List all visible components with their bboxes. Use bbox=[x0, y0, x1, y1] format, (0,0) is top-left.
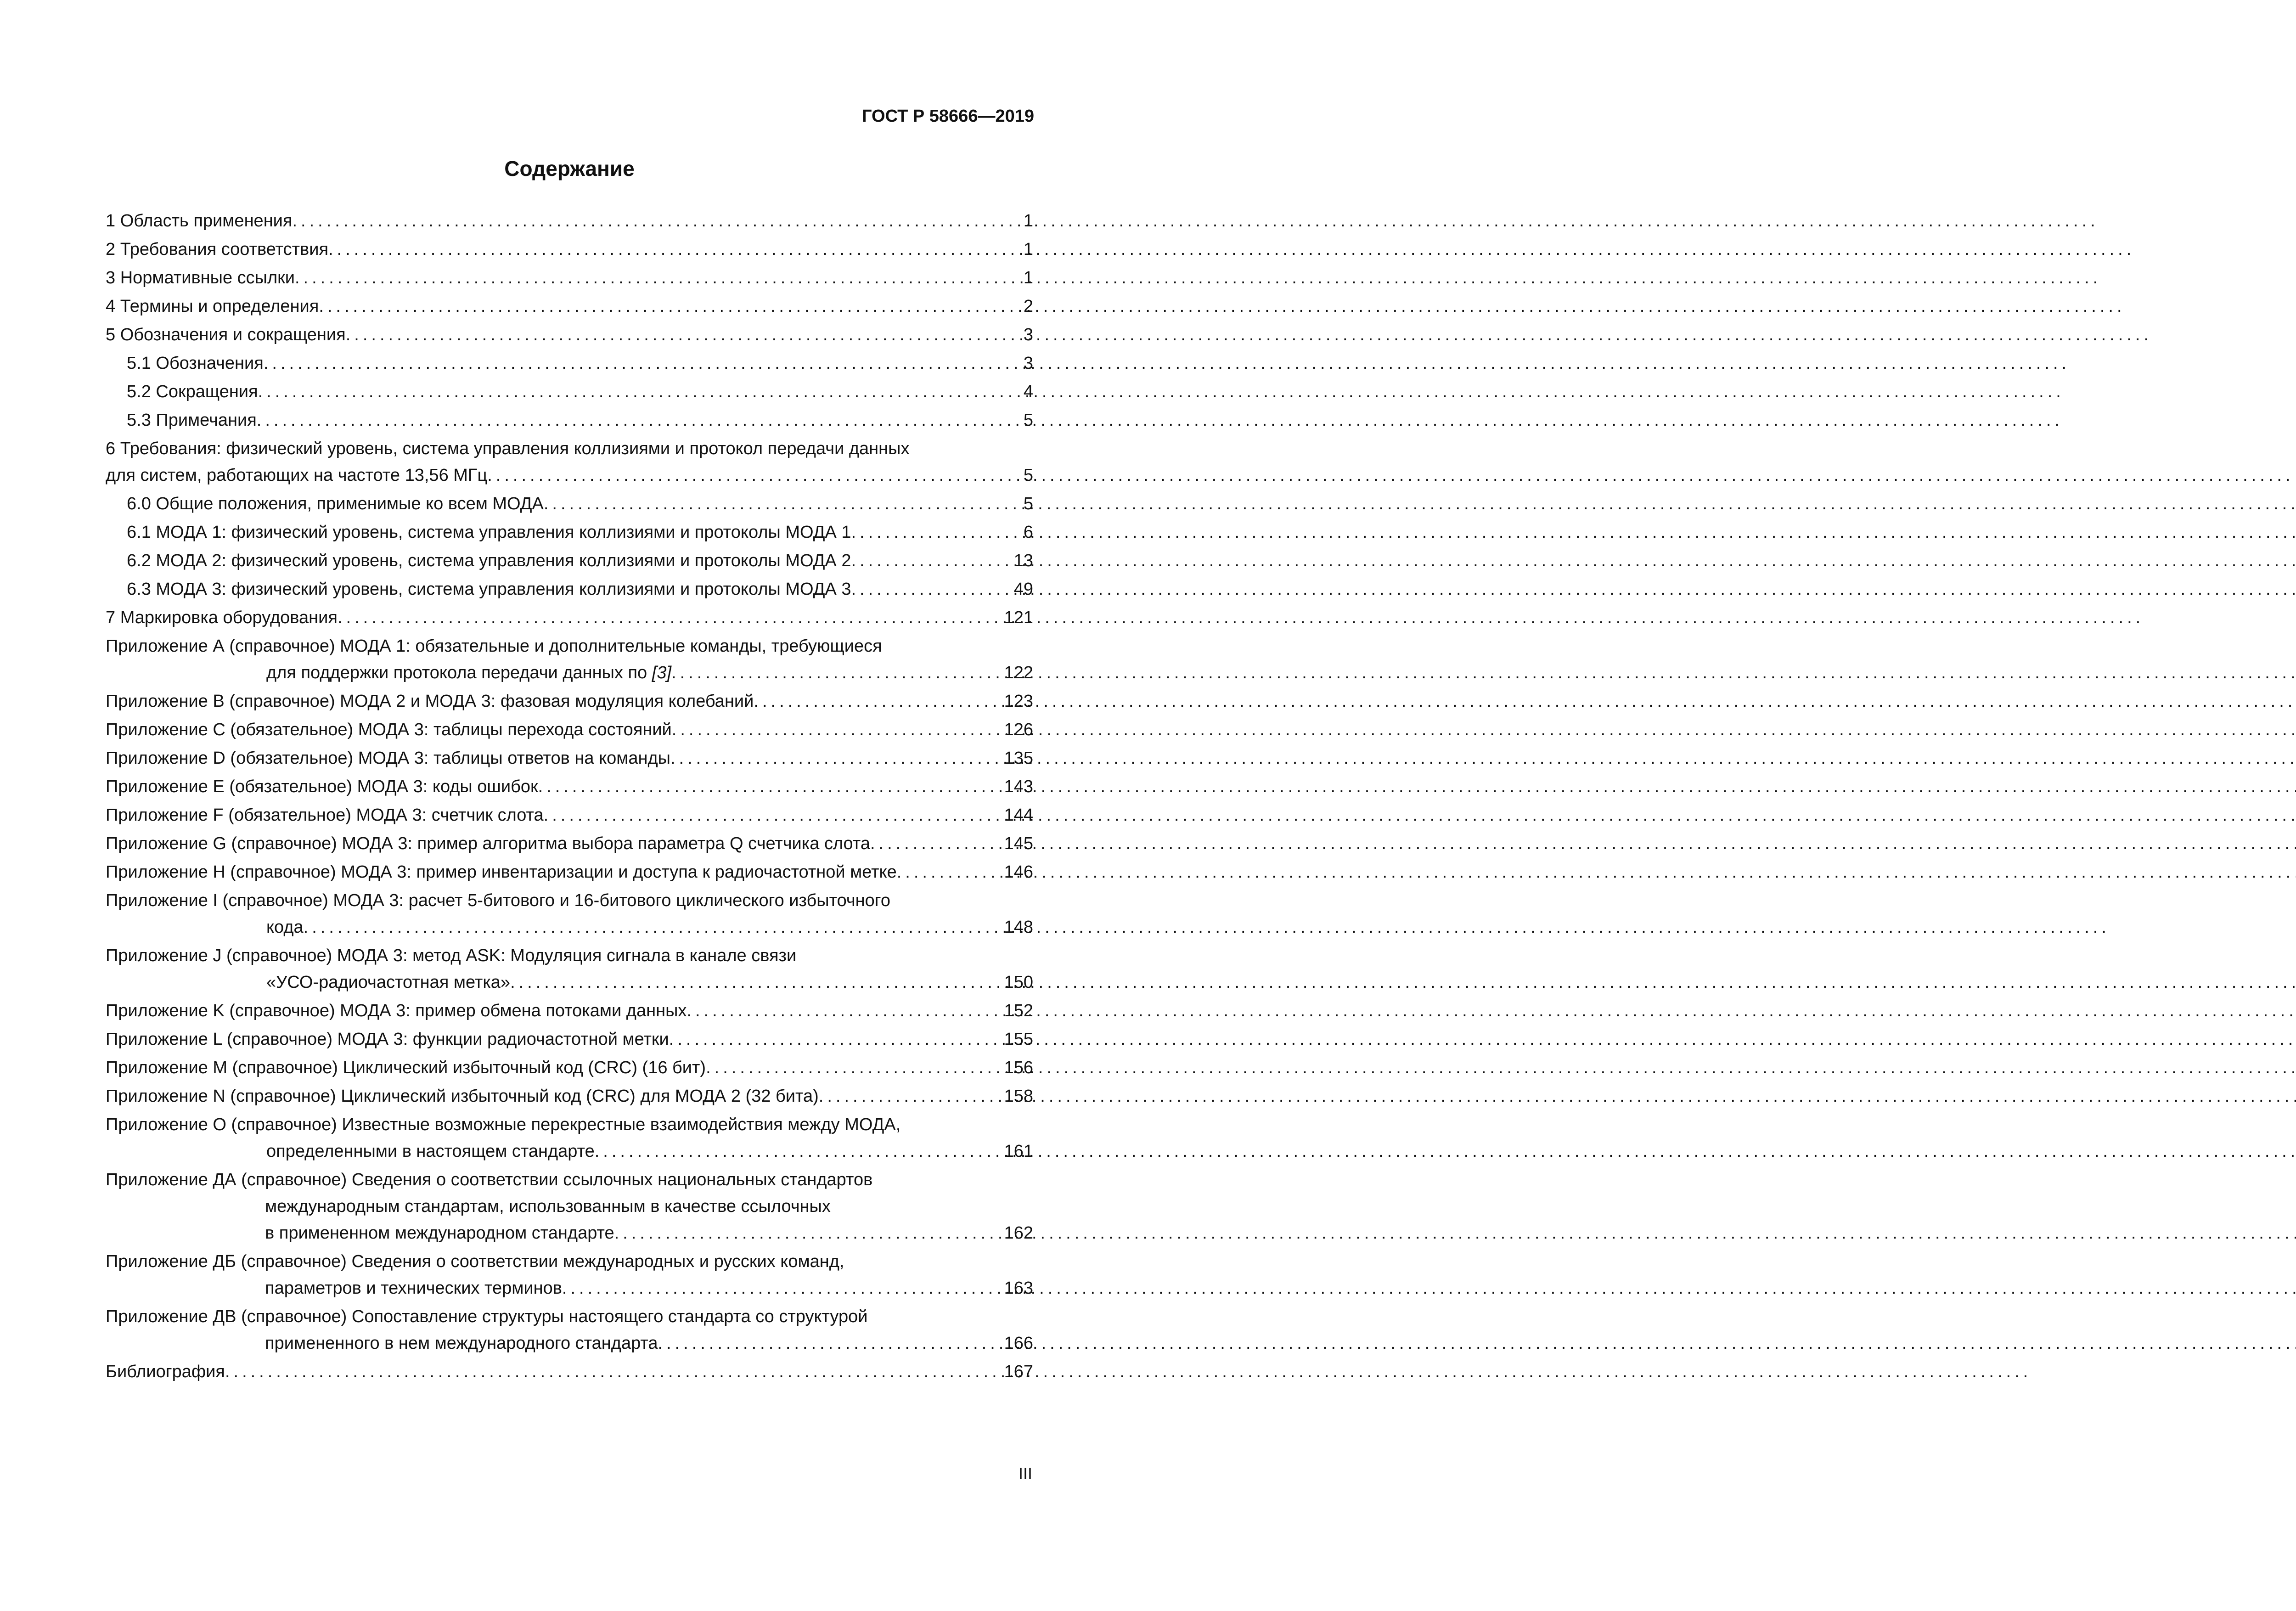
toc-entry[interactable] bbox=[106, 547, 1033, 574]
toc-entry-title-line1: Приложение О (справочное) Известные возможные перекрестные взаимодействия между МОДА, bbox=[106, 1115, 901, 1134]
toc-entry-title: для систем, работающих на частоте 13,56 МГц bbox=[106, 466, 488, 485]
toc-page-number: 156 bbox=[1004, 1058, 1033, 1077]
toc-entry[interactable] bbox=[106, 773, 1033, 800]
dot-leader bbox=[304, 914, 1004, 941]
toc-page-number: 143 bbox=[1004, 777, 1033, 796]
toc-entry-title: 6.2 МОДА 2: физический уровень, система управления коллизиями и протоколы МОДА 2 bbox=[127, 551, 851, 570]
toc-entry[interactable] bbox=[106, 321, 1033, 348]
dot-leader bbox=[754, 688, 1004, 715]
toc-entry-title: 3 Нормативные ссылки bbox=[106, 268, 295, 287]
page-number: III bbox=[1018, 1464, 1032, 1483]
toc-entry-title-line1: Приложение А (справочное) МОДА 1: обязательные и дополнительные команды, требующиеся bbox=[106, 637, 882, 656]
dot-leader bbox=[595, 1138, 1004, 1165]
toc-entry-title: Приложение G (справочное) МОДА 3: пример алгоритма выбора параметра Q счетчика слота bbox=[106, 834, 870, 853]
dot-leader bbox=[897, 859, 1004, 885]
toc-entry[interactable] bbox=[106, 435, 1033, 489]
toc-entry-title: 5.1 Обозначения bbox=[127, 354, 264, 373]
toc-page-number: 4 bbox=[1023, 382, 1033, 401]
toc-entry-title-line1: Приложение ДВ (справочное) Сопоставление структуры настоящего стандарта со структурой bbox=[106, 1307, 868, 1326]
standard-code: ГОСТ Р 58666—2019 bbox=[862, 107, 1034, 126]
toc-page-number: 126 bbox=[1004, 720, 1033, 739]
toc-entry-title: 6.3 МОДА 3: физический уровень, система управления коллизиями и протоколы МОДА 3 bbox=[127, 580, 851, 599]
toc-entry[interactable] bbox=[106, 633, 1033, 686]
toc-page-number: 3 bbox=[1023, 325, 1033, 344]
toc-page-number: 167 bbox=[1004, 1362, 1033, 1381]
dot-leader bbox=[292, 208, 1023, 234]
toc-page-number: 122 bbox=[1004, 663, 1033, 682]
toc-entry-title-line1: 6 Требования: физический уровень, система управления коллизиями и протокол передачи данных bbox=[106, 439, 910, 458]
toc-entry-title: Приложение N (справочное) Циклический избыточный код (CRC) для МОДА 2 (32 бита) bbox=[106, 1087, 819, 1106]
toc-entry[interactable] bbox=[106, 519, 1033, 546]
toc-entry-title: примененного в нем международного стандарта bbox=[265, 1334, 658, 1353]
dot-leader bbox=[328, 236, 1024, 263]
toc-entry[interactable] bbox=[106, 1111, 1033, 1165]
toc-entry[interactable] bbox=[106, 1248, 1033, 1301]
toc-page-number: 148 bbox=[1004, 918, 1033, 937]
dot-leader bbox=[510, 969, 1004, 996]
toc-entry-title: Приложение K (справочное) МОДА 3: пример обмена потоками данных bbox=[106, 1001, 687, 1020]
toc-entry-title: кода bbox=[266, 918, 304, 937]
dot-leader bbox=[257, 407, 1024, 434]
toc-entry[interactable] bbox=[106, 859, 1033, 885]
toc-entry-title-line1: Приложение ДА (справочное) Сведения о соответствии ссылочных национальных стандартов bbox=[106, 1170, 873, 1189]
toc-entry[interactable] bbox=[106, 604, 1033, 631]
toc-entry[interactable] bbox=[106, 236, 1033, 263]
toc-entry-title: 5.3 Примечания bbox=[127, 411, 257, 430]
toc-entry[interactable] bbox=[106, 350, 1033, 377]
toc-entry-title: 6.1 МОДА 1: физический уровень, система управления коллизиями и протоколы МОДА 1 bbox=[127, 523, 851, 542]
dot-leader bbox=[319, 293, 1024, 320]
toc-page-number: 5 bbox=[1023, 411, 1033, 430]
toc-entry[interactable] bbox=[106, 997, 1033, 1024]
toc-page-number: 2 bbox=[1023, 297, 1033, 316]
dot-leader bbox=[706, 1054, 1004, 1081]
toc-entry[interactable] bbox=[106, 1303, 1033, 1357]
toc-entry[interactable] bbox=[106, 378, 1033, 405]
toc-page-number: 123 bbox=[1004, 692, 1033, 711]
toc-entry-title: 5 Обозначения и сокращения bbox=[106, 325, 346, 344]
table-of-contents bbox=[106, 208, 1033, 1387]
toc-entry-title: Библиография bbox=[106, 1362, 225, 1381]
toc-entry-title: 5.2 Сокращения bbox=[127, 382, 258, 401]
dot-leader bbox=[669, 1026, 1004, 1053]
toc-entry-title: в примененном международном стандарте bbox=[265, 1223, 614, 1243]
toc-entry[interactable] bbox=[106, 490, 1033, 517]
dot-leader bbox=[544, 802, 1004, 828]
dot-leader bbox=[671, 659, 1004, 686]
toc-page-number: 155 bbox=[1004, 1030, 1033, 1049]
toc-page-number: 5 bbox=[1023, 466, 1033, 485]
toc-entry[interactable] bbox=[106, 1358, 1033, 1385]
dot-leader bbox=[672, 716, 1004, 743]
toc-page-number: 152 bbox=[1004, 1001, 1033, 1020]
toc-entry-title: 6.0 Общие положения, применимые ко всем МОДА bbox=[127, 494, 544, 513]
dot-leader bbox=[538, 773, 1004, 800]
toc-entry-title: 1 Область применения bbox=[106, 211, 293, 231]
toc-entry-title: для поддержки протокола передачи данных по [3] bbox=[266, 663, 672, 682]
toc-entry[interactable] bbox=[106, 576, 1033, 603]
toc-entry[interactable] bbox=[106, 830, 1033, 857]
toc-page-number: 49 bbox=[1013, 580, 1033, 599]
toc-page-number: 1 bbox=[1023, 268, 1033, 287]
toc-page-number: 163 bbox=[1004, 1279, 1033, 1298]
dot-leader bbox=[870, 830, 1004, 857]
toc-entry-title: Приложение Е (обязательное) МОДА 3: коды ошибок bbox=[106, 777, 538, 796]
toc-entry[interactable] bbox=[106, 942, 1033, 996]
toc-entry-title: «УСО-радиочастотная метка» bbox=[266, 973, 511, 992]
toc-entry[interactable] bbox=[106, 1083, 1033, 1110]
dot-leader bbox=[687, 997, 1004, 1024]
toc-page-number: 3 bbox=[1023, 354, 1033, 373]
toc-page-number: 1 bbox=[1023, 240, 1033, 259]
toc-entry[interactable] bbox=[106, 208, 1033, 234]
toc-page-number: 13 bbox=[1013, 551, 1033, 570]
toc-page-number: 150 bbox=[1004, 973, 1033, 992]
toc-entry[interactable] bbox=[106, 265, 1033, 291]
toc-entry-title: Приложение С (обязательное) МОДА 3: таблицы перехода состояний bbox=[106, 720, 672, 739]
dot-leader bbox=[544, 490, 1024, 517]
toc-page-number: 158 bbox=[1004, 1087, 1033, 1106]
toc-entry[interactable] bbox=[106, 802, 1033, 828]
toc-page-number: 6 bbox=[1023, 523, 1033, 542]
toc-entry-title: 4 Термины и определения bbox=[106, 297, 319, 316]
toc-entry-title: Приложение D (обязательное) МОДА 3: таблицы ответов на команды bbox=[106, 749, 670, 768]
toc-entry[interactable] bbox=[106, 688, 1033, 715]
toc-entry[interactable] bbox=[106, 407, 1033, 434]
dot-leader bbox=[338, 604, 1004, 631]
reference: [3] bbox=[652, 663, 672, 682]
toc-entry-title-line1: Приложение ДБ (справочное) Сведения о соответствии международных и русских команд, bbox=[106, 1252, 844, 1271]
toc-entry-title: Приложение Н (справочное) МОДА 3: пример инвентаризации и доступа к радиочастотной метке bbox=[106, 862, 897, 882]
dot-leader bbox=[658, 1330, 1004, 1357]
dot-leader bbox=[562, 1275, 1004, 1301]
toc-entry-title: параметров и технических терминов bbox=[265, 1279, 562, 1298]
toc-page-number: 146 bbox=[1004, 862, 1033, 882]
toc-page-number: 166 bbox=[1004, 1334, 1033, 1353]
toc-page-number: 162 bbox=[1004, 1223, 1033, 1243]
toc-entry[interactable] bbox=[106, 293, 1033, 320]
toc-entry[interactable] bbox=[106, 1054, 1033, 1081]
dot-leader bbox=[851, 519, 1023, 546]
toc-entry-title-line1: Приложение J (справочное) МОДА 3: метод ASK: Модуляция сигнала в канале связи bbox=[106, 946, 797, 965]
toc-page-number: 144 bbox=[1004, 806, 1033, 825]
toc-entry[interactable] bbox=[106, 1166, 1033, 1246]
toc-entry-title: Приложение В (справочное) МОДА 2 и МОДА 3: фазовая модуляция колебаний bbox=[106, 692, 754, 711]
dot-leader bbox=[295, 265, 1024, 291]
toc-entry[interactable] bbox=[106, 745, 1033, 772]
page-title: Содержание bbox=[504, 157, 635, 180]
toc-entry-title: Приложение F (обязательное) МОДА 3: счетчик слота bbox=[106, 806, 544, 825]
toc-entry-title: 2 Требования соответствия bbox=[106, 240, 329, 259]
toc-page-number: 145 bbox=[1004, 834, 1033, 853]
dot-leader bbox=[225, 1358, 1004, 1385]
dot-leader bbox=[487, 462, 1024, 489]
toc-entry-title: 7 Маркировка оборудования bbox=[106, 608, 338, 627]
toc-page-number: 5 bbox=[1023, 494, 1033, 513]
toc-page-number: 161 bbox=[1004, 1142, 1033, 1161]
toc-page-number: 121 bbox=[1004, 608, 1033, 627]
dot-leader bbox=[346, 321, 1024, 348]
toc-entry[interactable] bbox=[106, 716, 1033, 743]
toc-entry-title: Приложение М (справочное) Циклический избыточный код (CRC) (16 бит) bbox=[106, 1058, 706, 1077]
dot-leader bbox=[258, 378, 1024, 405]
toc-entry-title-line1: Приложение I (справочное) МОДА 3: расчет 5-битового и 16-битового циклического избыточного bbox=[106, 891, 890, 910]
toc-entry-title: Приложение L (справочное) МОДА 3: функции радиочастотной метки bbox=[106, 1030, 669, 1049]
dot-leader bbox=[614, 1220, 1004, 1246]
dot-leader bbox=[851, 547, 1013, 574]
toc-page-number: 1 bbox=[1023, 211, 1033, 231]
toc-entry[interactable] bbox=[106, 1026, 1033, 1053]
toc-entry-title-line2: международным стандартам, использованным в качестве ссылочных bbox=[265, 1197, 831, 1216]
dot-leader bbox=[264, 350, 1024, 377]
dot-leader bbox=[851, 576, 1013, 603]
toc-entry[interactable] bbox=[106, 887, 1033, 941]
dot-leader bbox=[670, 745, 1004, 772]
toc-page-number: 135 bbox=[1004, 749, 1033, 768]
toc-entry-title: определенными в настоящем стандарте bbox=[266, 1142, 595, 1161]
dot-leader bbox=[819, 1083, 1004, 1110]
